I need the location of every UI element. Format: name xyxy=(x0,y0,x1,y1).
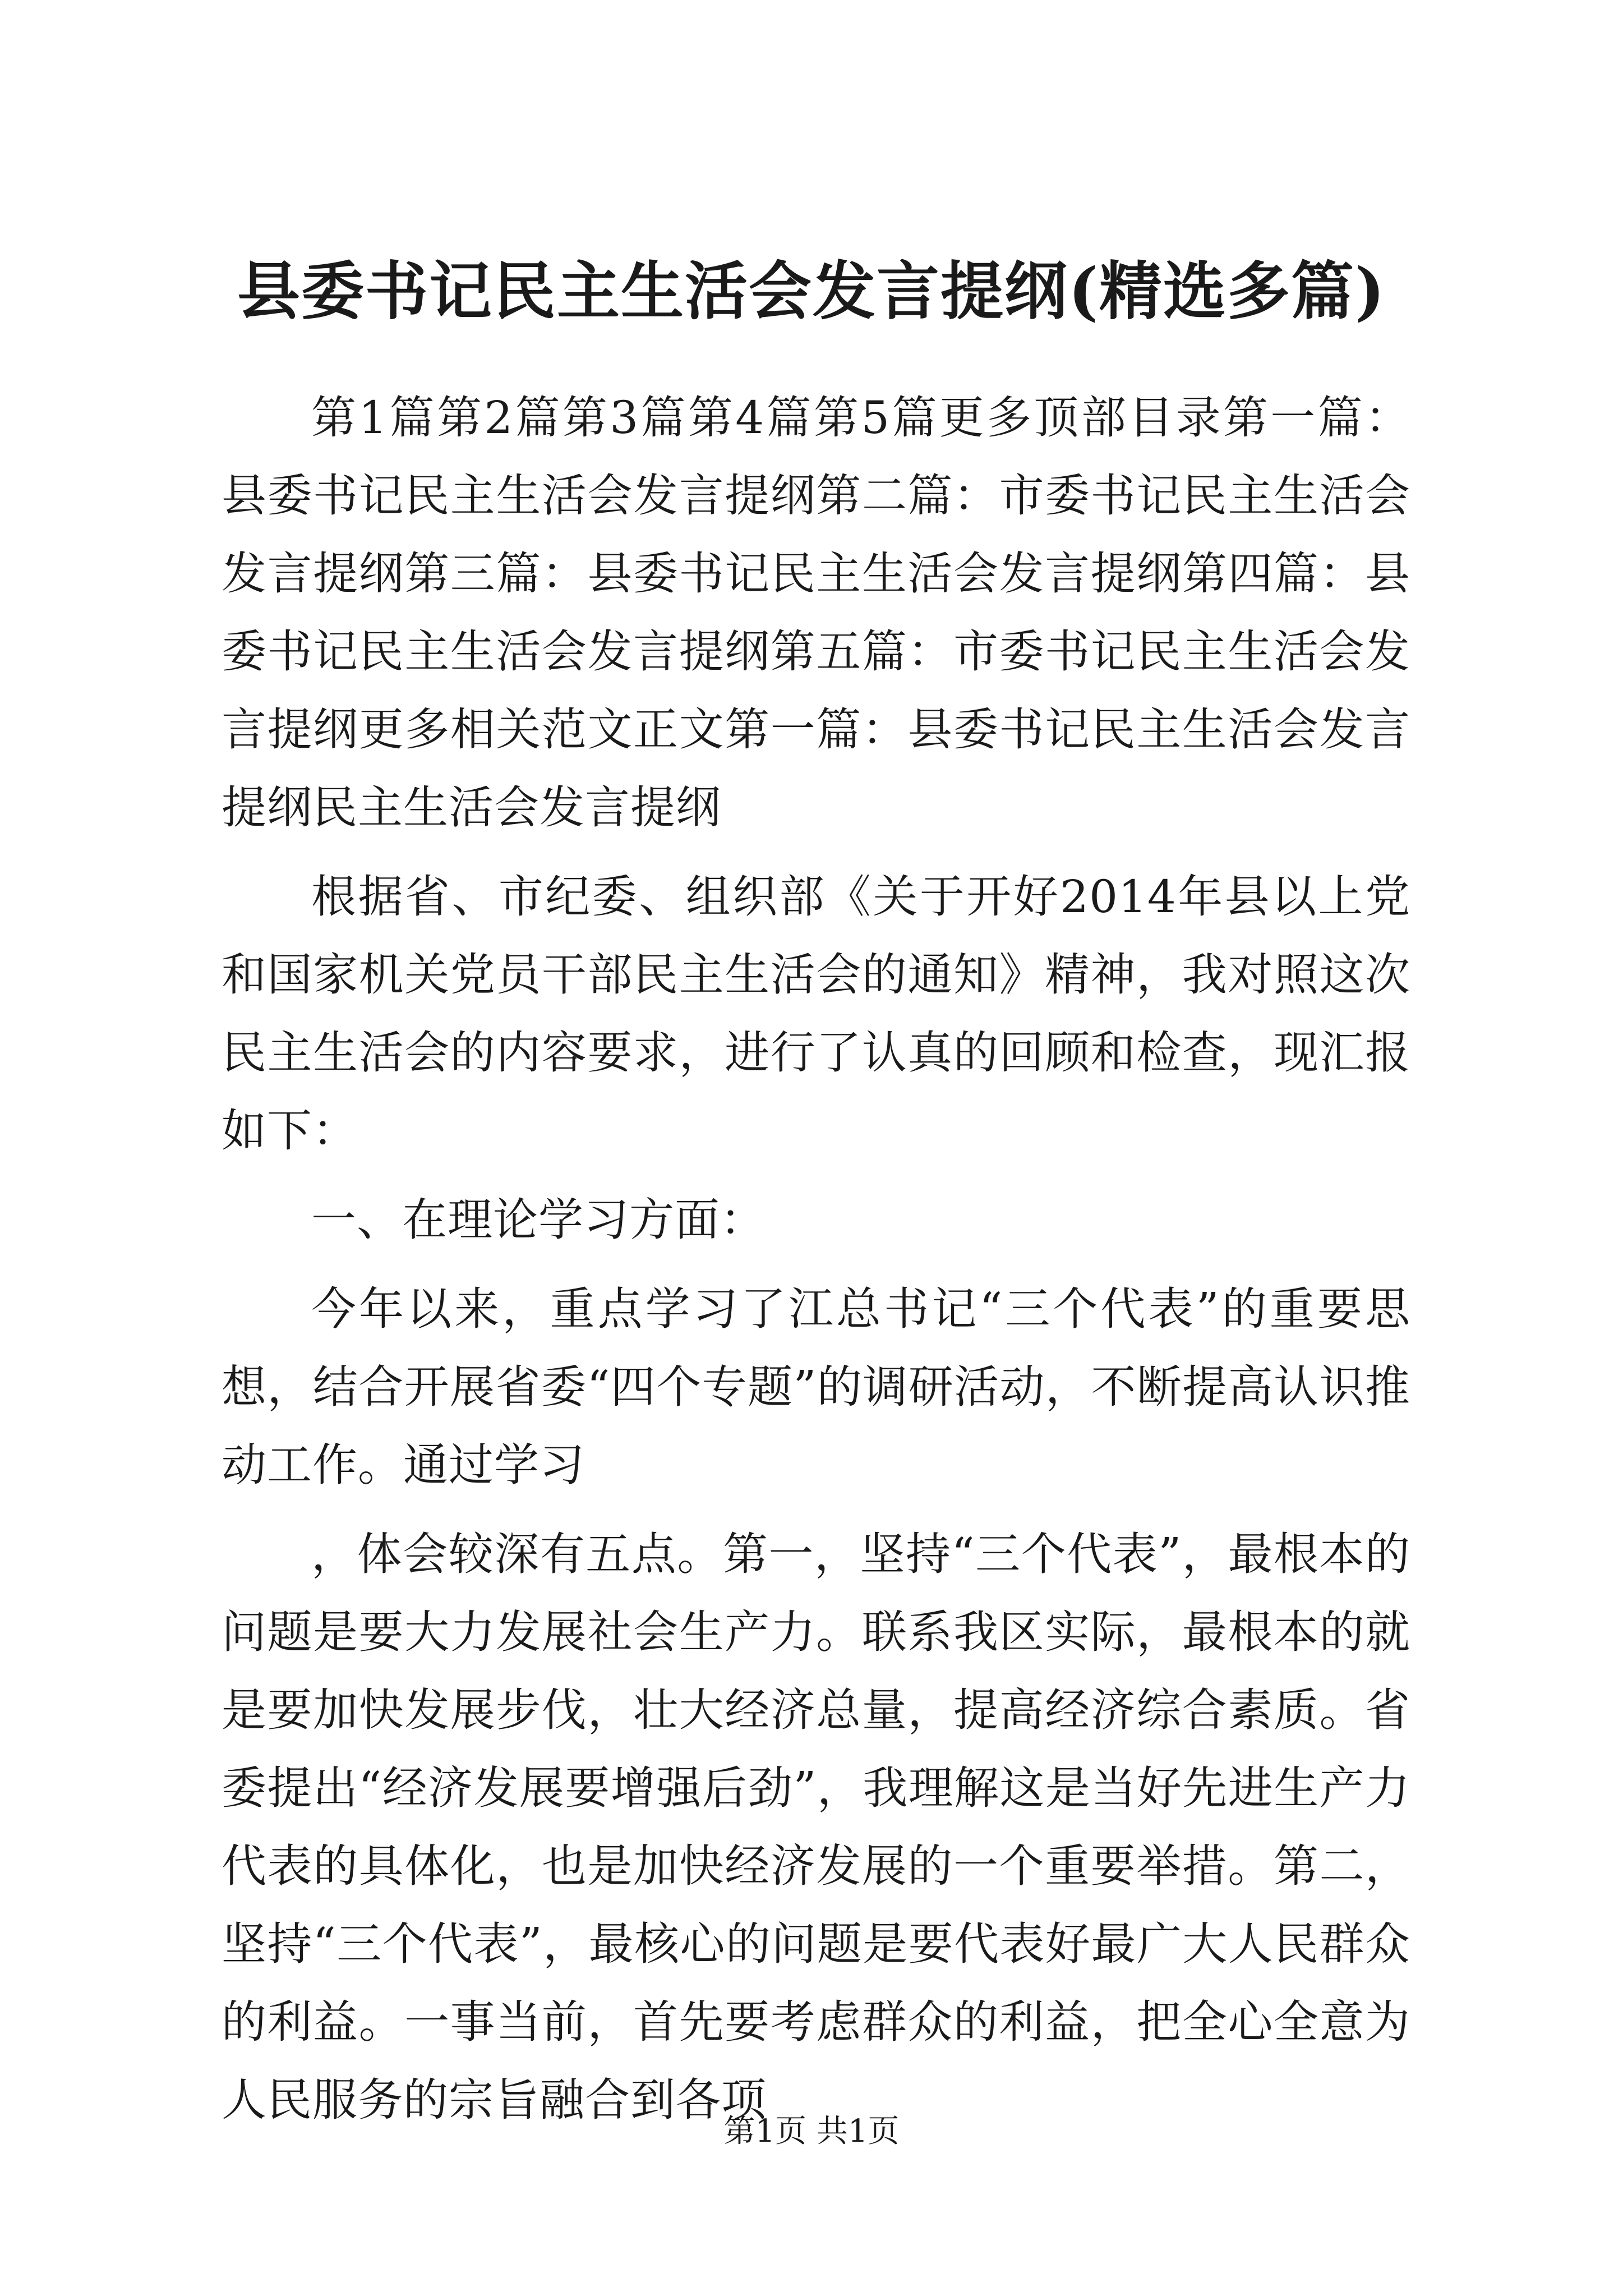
document-title: 县委书记民主生活会发言提纲(精选多篇) xyxy=(237,255,1386,328)
document-body xyxy=(222,379,1410,2150)
paragraph-introduction: 根据省、市纪委、组织部《关于开好2014年县以上党和国家机关党员干部民主生活会的通知》精神，我对照这次民主生活会的内容要求，进行了认真的回顾和检查，现汇报如下： xyxy=(222,871,1410,1157)
page-number-footer: 第1页 共1页 xyxy=(723,2113,900,2150)
paragraph-five-points: ，体会较深有五点。第一，坚持“三个代表”，最根本的问题是要大力发展社会生产力。联系我区实际，最根本的就是要加快发展步伐，壮大经济总量，提高经济综合素质。省委提出“经济发展要增强后劲”，我理解这是当好先进生产力代表的具体化，也是加快经济发展的一个重要举措。第二，坚持“三个代表”，最核心的问题是要代表好最广大人民群众的利益。一事当前，首先要考虑群众的利益，把全心全意为人民服务的宗旨融合到各项 xyxy=(222,1528,1410,2126)
paragraph-table-of-contents: 第1篇第2篇第3篇第4篇第5篇更多顶部目录第一篇：县委书记民主生活会发言提纲第二篇：市委书记民主生活会发言提纲第三篇：县委书记民主生活会发言提纲第四篇：县委书记民主生活会发言提纲第五篇：市委书记民主生活会发言提纲更多相关范文正文第一篇：县委书记民主生活会发言提纲民主生活会发言提纲 xyxy=(222,392,1410,834)
section-heading-theory-study: 一、在理论学习方面： xyxy=(311,1194,766,1246)
paragraph-study-summary: 今年以来，重点学习了江总书记“三个代表”的重要思想，结合开展省委“四个专题”的调研活动，不断提高认识推动工作。通过学习 xyxy=(222,1283,1410,1491)
